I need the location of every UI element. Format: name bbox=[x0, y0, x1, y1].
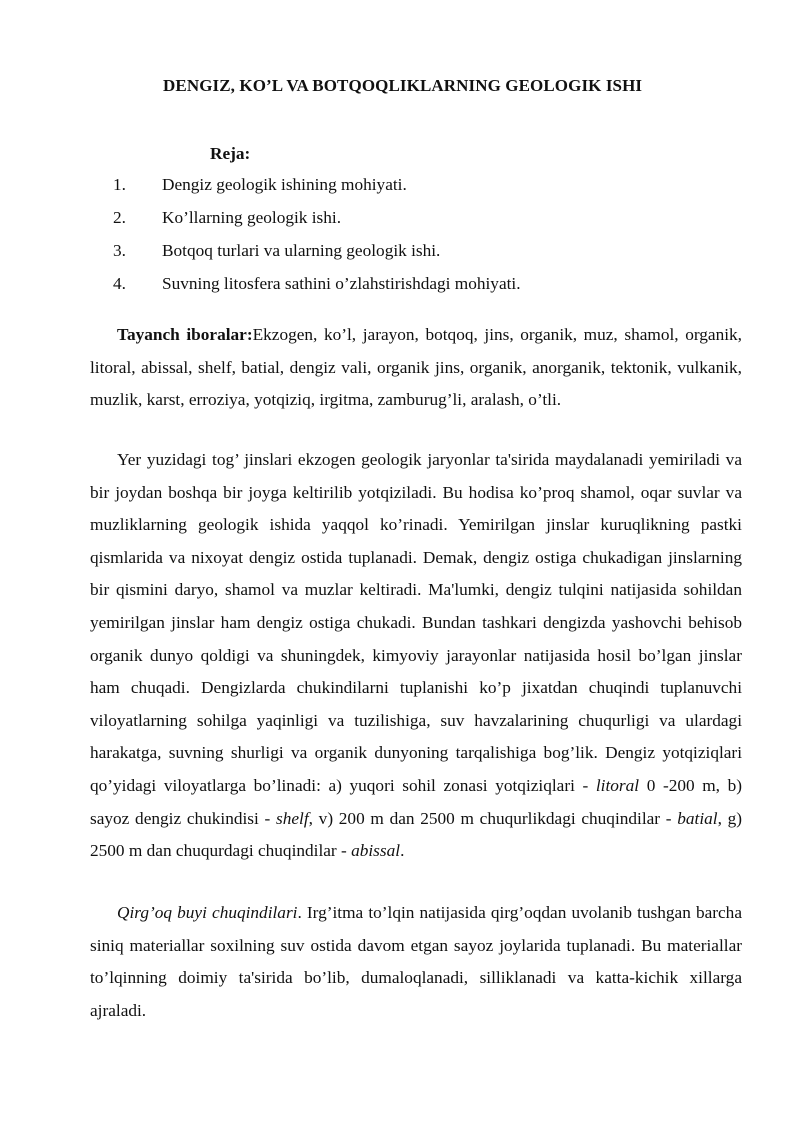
plan-item-number: 3. bbox=[113, 241, 126, 260]
body-paragraph bbox=[90, 897, 742, 1027]
paragraph-text: , g) 2500 m dan chuqurdagi chuqindilar - bbox=[90, 808, 742, 861]
paragraph-text: . Irg’itma to’lqin natijasida qirg’oqdan uvolanib tushgan barcha siniq materiallar soxilning suv ostida davom etgan sayoz joylarida tuplanadi. Bu materiallar to’lqinning doimiy ta'sirida bo’lib, dumaloqlanadi, silliklanadi va katta-kichik xillarga ajraladi. bbox=[90, 903, 742, 1020]
plan-item-text: Ko’llarning geologik ishi. bbox=[162, 208, 342, 227]
document-title: DENGIZ, KO’L VA BOTQOQLIKLARNING GEOLOGIK ISHI bbox=[163, 76, 643, 95]
plan-item bbox=[113, 207, 521, 240]
keywords-label: Tayanch iboralar: bbox=[117, 325, 253, 344]
plan-list bbox=[113, 174, 521, 306]
plan-item bbox=[113, 240, 521, 273]
section-lead: Qirg’oq buyi chuqindilari bbox=[117, 903, 298, 922]
plan-item bbox=[113, 273, 521, 306]
plan-item-text: Botqoq turlari va ularning geologik ishi. bbox=[162, 241, 441, 260]
term-batial: batial bbox=[677, 808, 718, 828]
paragraph-text: 0 -200 m, b) sayoz dengiz chukindisi - bbox=[90, 775, 742, 828]
plan-item-text: Suvning litosfera sathini o’zlahstirishdagi mohiyati. bbox=[162, 274, 521, 293]
keywords-paragraph bbox=[90, 319, 742, 417]
plan-heading: Reja: bbox=[210, 144, 251, 163]
plan-item-number: 2. bbox=[113, 208, 126, 227]
plan-item-number: 4. bbox=[113, 274, 126, 293]
keywords-text: Ekzogen, ko’l, jarayon, botqoq, jins, organik, muz, shamol, organik, litoral, abissal, shelf, batial, dengiz vali, organik jins, organik, anorganik, tektonik, vulkanik, muzlik, karst, erroziya, yotqiziq, irgitma, zamburug’li, aralash, o’tli. bbox=[90, 325, 742, 410]
plan-item-text: Dengiz geologik ishining mohiyati. bbox=[162, 175, 407, 194]
term-litoral: litoral bbox=[595, 775, 640, 795]
plan-item bbox=[113, 174, 521, 207]
term-shelf: shelf bbox=[276, 808, 309, 828]
body-paragraph bbox=[90, 444, 742, 868]
paragraph-text: . bbox=[400, 841, 405, 861]
paragraph-text: , v) 200 m dan 2500 m chuqurlikdagi chuqindilar - bbox=[308, 808, 678, 828]
plan-item-number: 1. bbox=[113, 175, 126, 194]
term-abissal: abissal bbox=[351, 841, 401, 861]
paragraph-text: Yer yuzidagi tog’ jinslari ekzogen geologik jaryonlar ta'sirida maydalanadi yemiriladi va bir joydan boshqa bir joyga keltirilib yotqiziladi. Bu hodisa ko’proq shamol, oqar suvlar va muzliklarning geologik ishida yaqqol ko’rinadi. Yemirilgan jinslar kuruqlikning pastki qismlarida va nixoyat dengiz ostida tuplanadi. Demak, dengiz ostiga chukadigan jinslarning bir qismini daryo, shamol va muzlar keltiradi. Ma'lumki, dengiz tulqini natijasida sohildan yemirilgan jinslar ham dengiz ostiga chukadi. Bundan tashkari dengizda yashovchi behisob organik dunyo qoldigi va shuningdek, kimyoviy jarayonlar natijasida hosil bo’lgan jinslar ham chuqadi. Dengizlarda chukindilarni tuplanishi ko’p jixatdan chuqindi tuplanuvchi viloyatlarning sohilga yaqinligi va tuzilishiga, suv havzalarining chuqurligi va ulardagi harakatga, suvning shurligi va organik dunyoning tarqalishiga bog’lik. Dengiz yotqiziqlari qo’yidagi viloyatlarga bo’linadi: a) yuqori sohil zonasi yotqiziqlari - bbox=[90, 450, 742, 795]
